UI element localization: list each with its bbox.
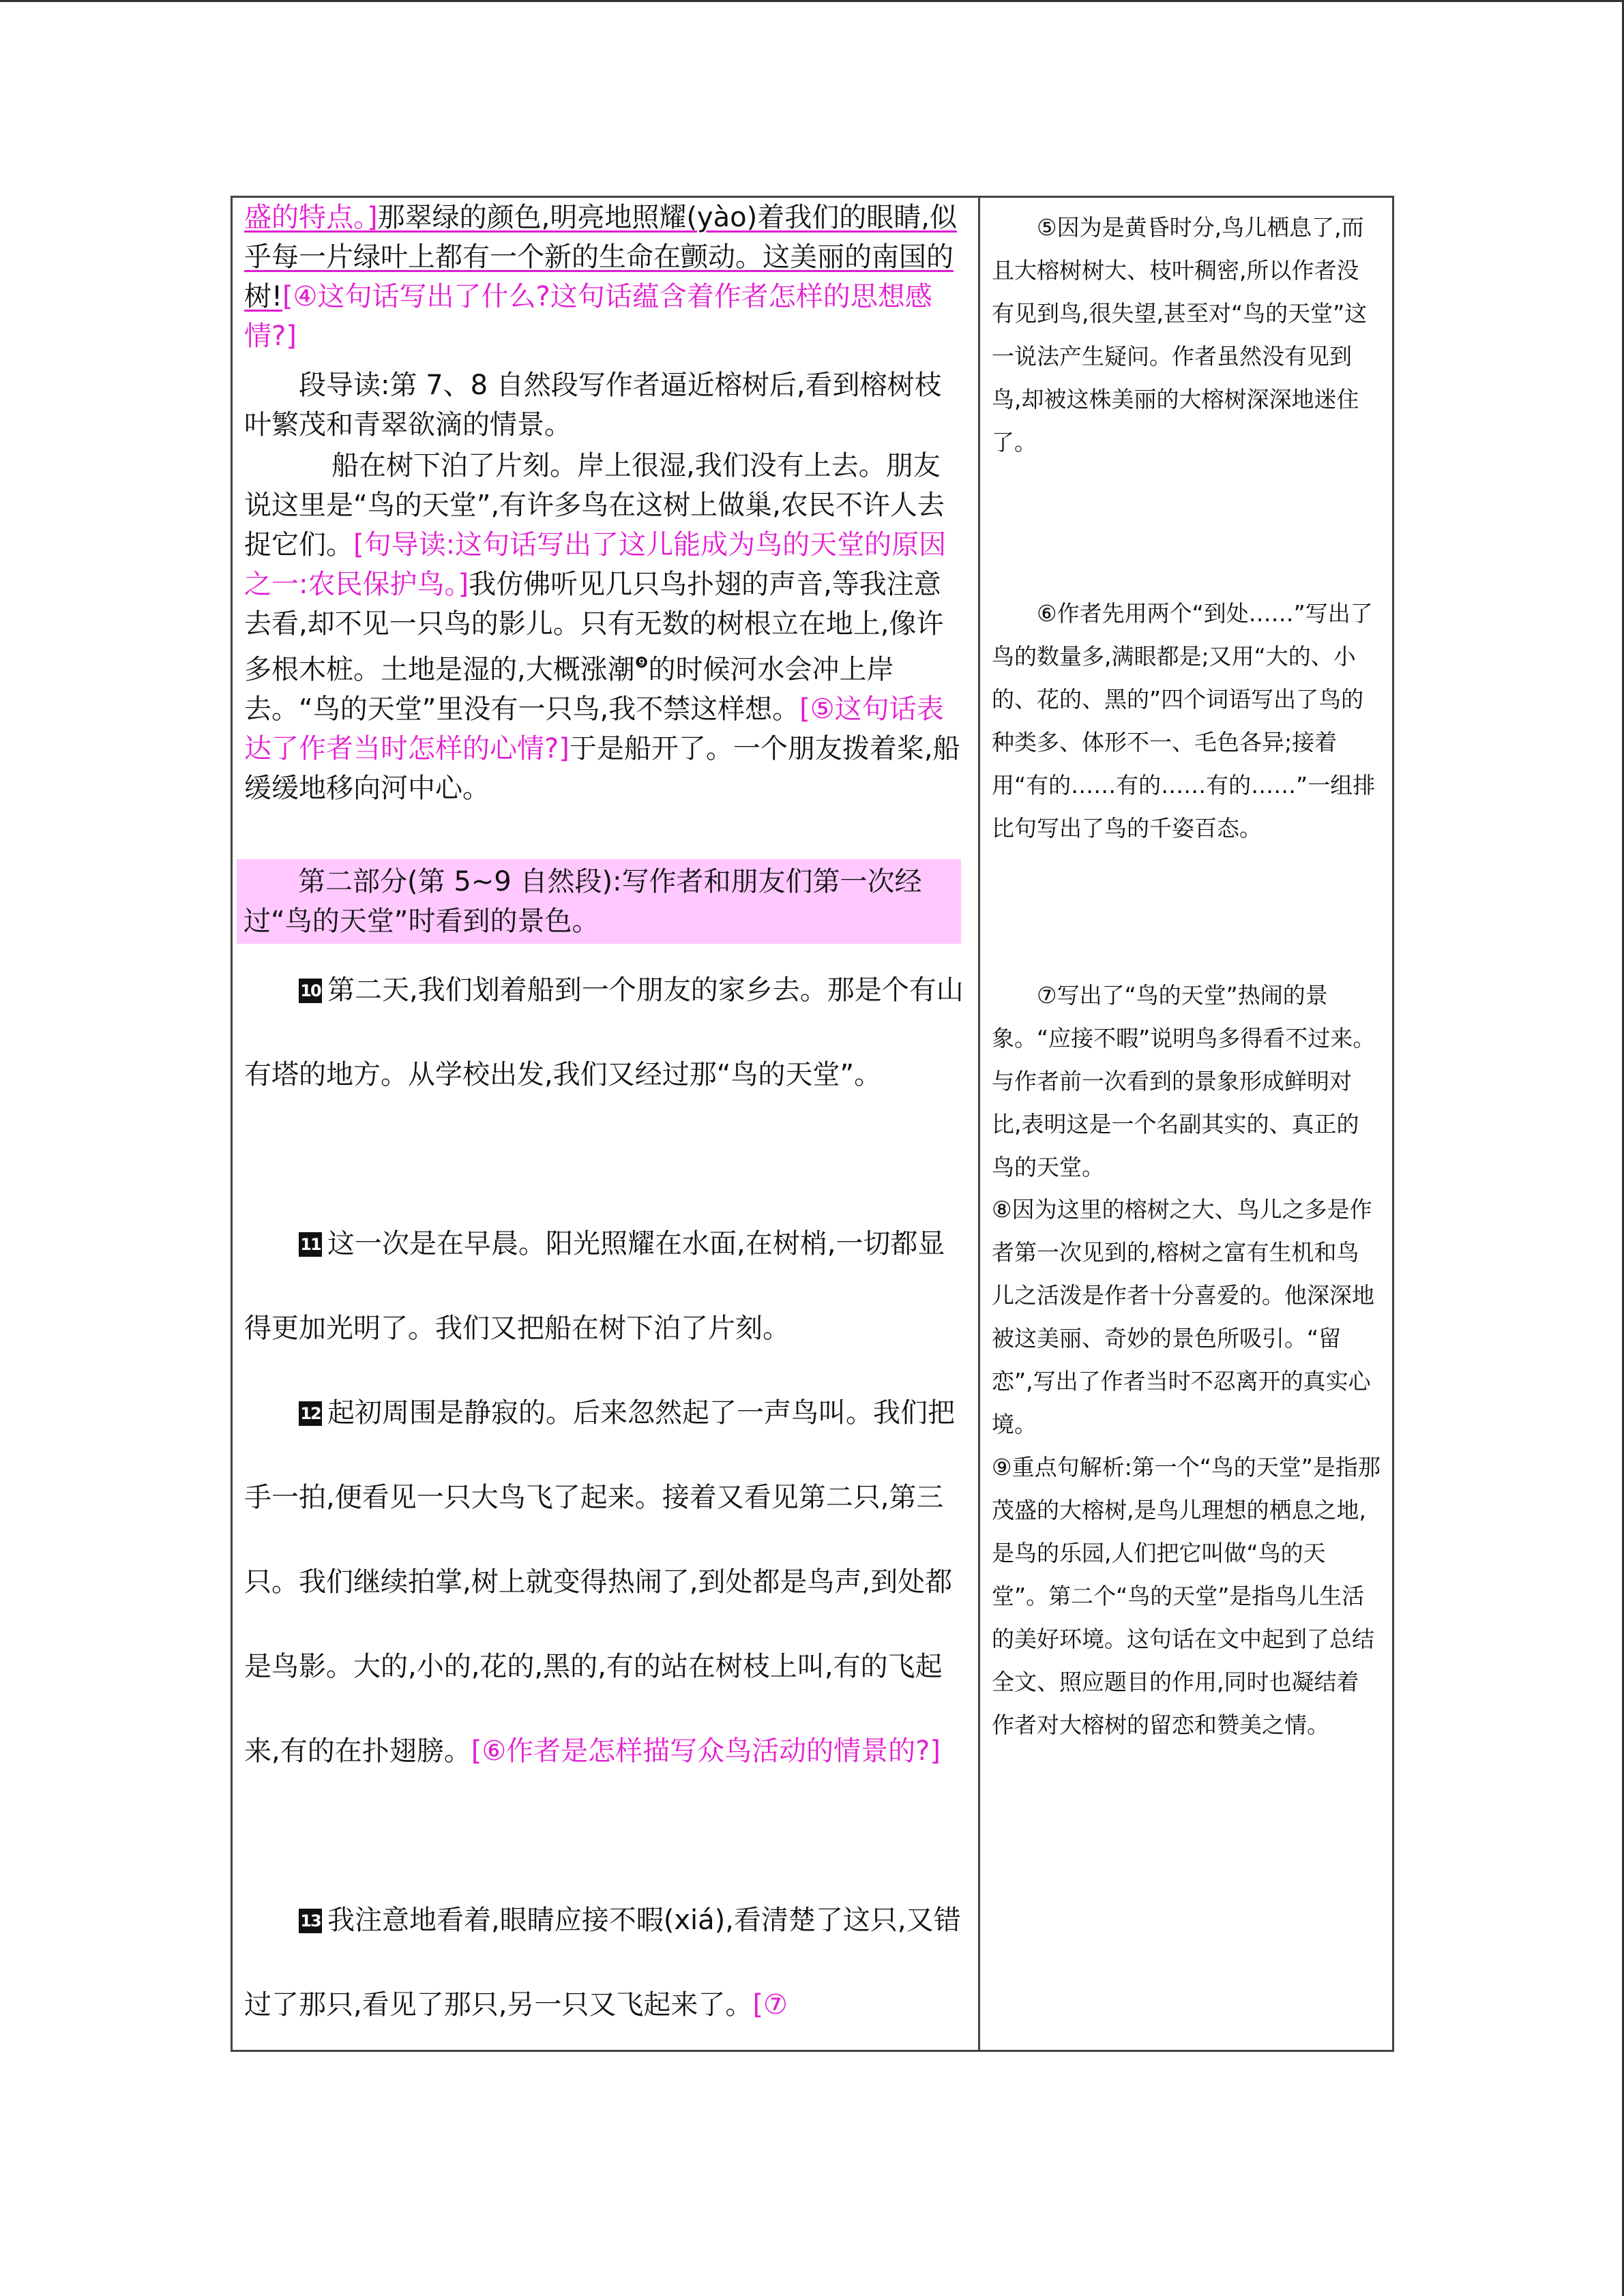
section-summary-highlight: 第二部分(第 5~9 自然段):写作者和朋友们第一次经过“鸟的天堂”时看到的景色。 [237, 859, 961, 944]
paragraph-number-11: 11 [299, 1232, 322, 1257]
p11-text: 这一次是在早晨。阳光照耀在水面,在树梢,一切都显得更加光明了。我们又把船在树下泊了片刻。 [244, 1228, 945, 1344]
question-4: [④这句话写出了什么?这句话蕴含着作者怎样的思想感情?] [244, 281, 932, 352]
question-6: [⑥作者是怎样描写众鸟活动的情景的?] [471, 1735, 941, 1767]
paragraph-10 [244, 948, 967, 1117]
note-6: ⑥作者先用两个“到处……”写出了鸟的数量多,满眼都是;又用“大的、小的、花的、黑的”四个词语写出了鸟的种类多、体形不一、毛色各异;接着用“有的……有的……有的……”一组排比句写出了鸟的千姿百态。 [992, 600, 1376, 841]
column-divider [978, 198, 980, 2050]
pink-annotation-head: 盛的特点。] [244, 202, 378, 233]
paragraph-number-10: 10 [299, 979, 322, 1003]
underlined-sentence: 那翠绿的颜色,明亮地照耀(yào)着我们的眼睛,似乎每一片绿叶上都有一个新的生命在颤动。这美丽的南国的树! [244, 202, 957, 312]
p12-text: 起初周围是静寂的。后来忽然起了一声鸟叫。我们把手一拍,便看见一只大鸟飞了起来。接着又看见第二只,第三只。我们继续拍掌,树上就变得热闹了,到处都是鸟声,到处都是鸟影。大的,小的,花的,黑的,有的站在树枝上叫,有的飞起来,有的在扑翅膀。 [244, 1397, 955, 1767]
p8-text-1: 船在树下泊了片刻。岸上很湿,我们没有上去。朋友说这里是“鸟的天堂”,有许多鸟在这树上做巢,农民不许人去捉它们。 [244, 450, 945, 561]
p10-text: 第二天,我们划着船到一个朋友的家乡去。那是个有山有塔的地方。从学校出发,我们又经过那“鸟的天堂”。 [244, 974, 964, 1090]
question-5: [⑤这句话表达了作者当时怎样的心情?] [244, 694, 944, 764]
p13-text: 我注意地看着,眼睛应接不暇(xiá),看清楚了这只,又错过了那只,看见了那只,另一只又飞起来了。 [244, 1905, 961, 2021]
paragraph-number-13: 13 [299, 1909, 322, 1933]
page-top-border [0, 0, 1624, 2]
paragraph-guide [244, 366, 967, 445]
paragraph-8 [244, 446, 967, 808]
annotation-table [231, 196, 1394, 2052]
paragraph-number-12: 12 [299, 1401, 322, 1426]
paragraph-13 [244, 1878, 967, 2047]
paragraph-7-tail [244, 198, 967, 356]
p8-text-4: 于是船开了。一个朋友拨着桨,船缓缓地移向河中心。 [244, 733, 960, 804]
footnote-9: ❾ [634, 655, 649, 672]
note-8: ⑧因为这里的榕树之大、鸟儿之多是作者第一次见到的,榕树之富有生机和鸟儿之活泼是作者十分喜爱的。他深深地被这美丽、奇妙的景色所吸引。“留恋”,写出了作者当时不忍离开的真实心境。 [992, 1196, 1374, 1437]
note-9: ⑨重点句解析:第一个“鸟的天堂”是指那茂盛的大榕树,是鸟儿理想的栖息之地,是鸟的乐园,人们把它叫做“鸟的天堂”。第二个“鸟的天堂”是指鸟儿生活的美好环境。这句话在文中起到了总结全文、照应题目的作用,同时也凝结着作者对大榕树的留恋和赞美之情。 [992, 1454, 1381, 1738]
note-5: ⑤因为是黄昏时分,鸟儿栖息了,而且大榕树树大、枝叶稠密,所以作者没有见到鸟,很失望,甚至对“鸟的天堂”这一说法产生疑问。作者虽然没有见到鸟,却被这株美丽的大榕树深深地迷住了。 [992, 214, 1368, 456]
sentence-guide: [句导读:这句话写出了这儿能成为鸟的天堂的原因之一:农民保护鸟。] [244, 529, 947, 600]
note-7: ⑦写出了“鸟的天堂”热闹的景象。“应接不暇”说明鸟多得看不过来。与作者前一次看到的景象形成鲜明对比,表明这是一个名副其实的、真正的鸟的天堂。 [992, 982, 1376, 1180]
paragraph-guide-text: 段导读:第 7、8 自然段写作者逼近榕树后,看到榕树枝叶繁茂和青翠欲滴的情景。 [244, 370, 942, 441]
paragraph-11 [244, 1202, 967, 1371]
p8-text-2: 我仿佛听见几只鸟扑翅的声音,等我注意去看,却不见一只鸟的影儿。只有无数的树根立在地上,像许多根木桩。土地是湿的,大概涨潮 [244, 569, 944, 685]
p8-text-3: 的时候河水会冲上岸去。“鸟的天堂”里没有一只鸟,我不禁这样想。 [244, 654, 894, 725]
paragraph-12 [244, 1371, 967, 1793]
question-7-start: [⑦ [752, 1989, 788, 2021]
